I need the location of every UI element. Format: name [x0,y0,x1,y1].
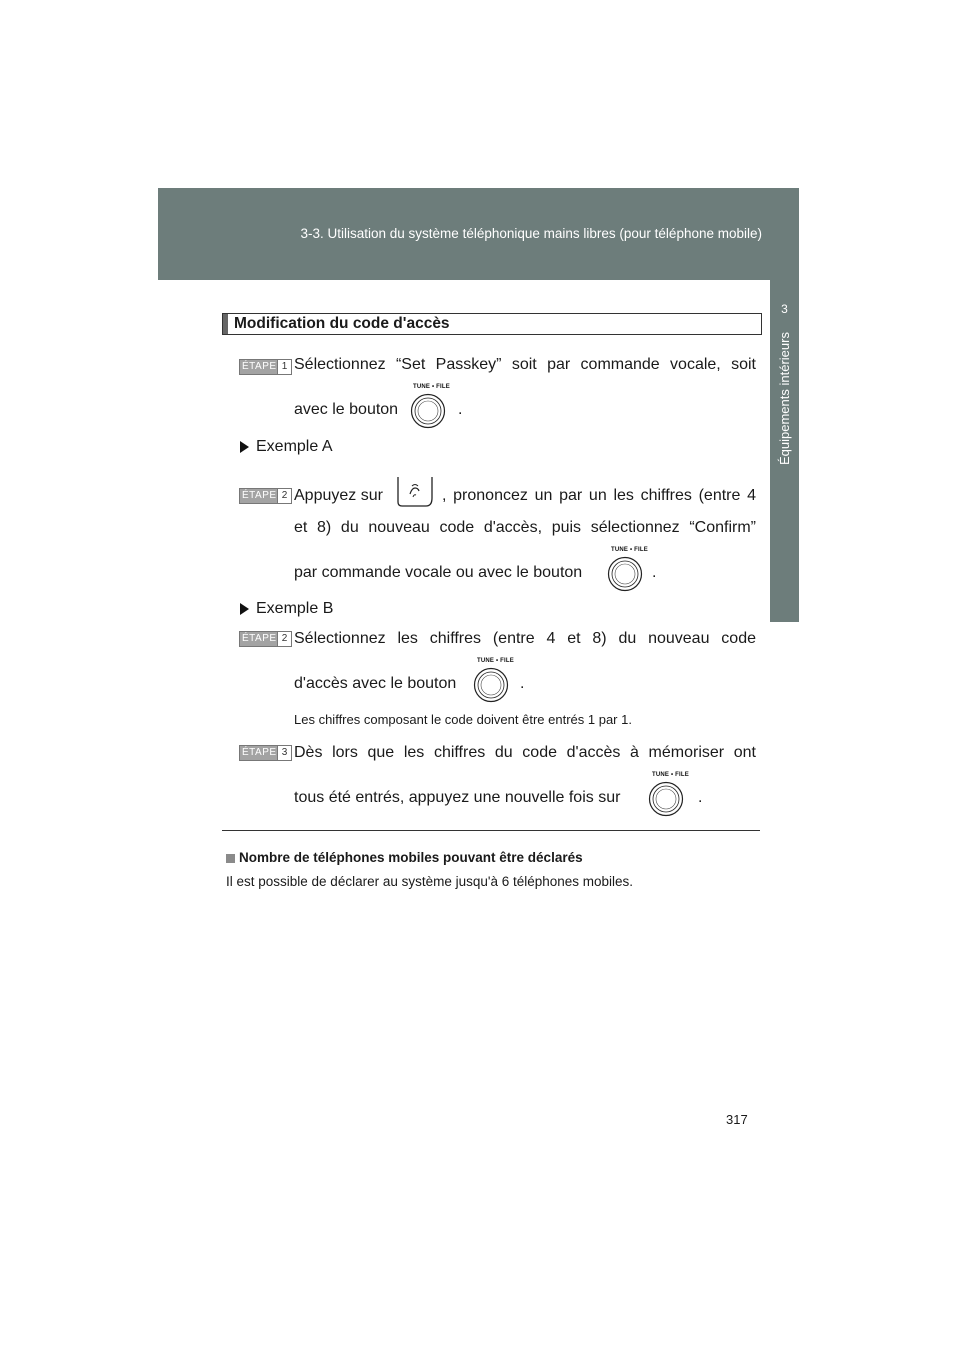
step3-line1: Dès lors que les chiffres du code d'accès à mémoriser ont [294,744,756,761]
step2b-line2a: d'accès avec le bouton [294,675,457,692]
exemple-a-label: Exemple A [256,438,333,455]
step2b-line1: Sélectionnez les chiffres (entre 4 et 8) du nouveau code [294,630,756,647]
knob-label: TUNE • FILE [477,658,514,664]
knob-label: TUNE • FILE [652,772,689,778]
chapter-title-vertical: Équipements intérieurs [777,332,792,465]
section-title-box [222,313,762,335]
step1-line1: Sélectionnez “Set Passkey” soit par commande vocale, soit [294,356,756,373]
tune-file-knob-icon [473,667,509,703]
page-number: 317 [726,1112,748,1127]
step2a-line3b: . [652,564,657,581]
tune-file-knob-icon [607,556,643,592]
tune-file-knob-icon [648,781,684,817]
section-title: Modification du code d'accès [234,315,450,332]
step2a-line3a: par commande vocale ou avec le bouton [294,564,583,581]
talk-switch-icon [396,476,434,508]
triangle-right-icon [240,603,249,615]
step2a-line1a: Appuyez sur [294,487,383,504]
step1-line2a: avec le bouton [294,401,399,418]
step1-line2b: . [458,401,463,418]
section-title-accent [223,314,228,334]
knob-label: TUNE • FILE [611,547,648,553]
square-bullet-icon [226,854,235,863]
knob-label: TUNE • FILE [413,384,450,390]
step2b-note: Les chiffres composant le code doivent être entrés 1 par 1. [294,712,632,727]
note-text: Il est possible de déclarer au système jusqu'à 6 téléphones mobiles. [226,874,634,889]
step-badge-2b: ÉTAPE 2 [239,631,292,647]
tune-file-knob-icon [410,393,446,429]
step2a-line1b: , prononcez un par un les chiffres (entre 4 [442,487,756,504]
step2b-line2b: . [520,675,525,692]
step3-line2a: tous été entrés, appuyez une nouvelle fois sur [294,789,621,806]
step-badge-1: ÉTAPE 1 [239,359,292,375]
exemple-b-label: Exemple B [256,600,334,617]
section-divider [222,830,760,831]
step3-line2b: . [698,789,703,806]
note-title: Nombre de téléphones mobiles pouvant être déclarés [239,850,583,865]
triangle-right-icon [240,441,249,453]
step2a-line2: et 8) du nouveau code d'accès, puis sélectionnez “Confirm” [294,519,756,536]
chapter-number: 3 [781,302,788,316]
step-badge-3: ÉTAPE 3 [239,745,292,761]
section-path: 3-3. Utilisation du système téléphonique mains libres (pour téléphone mobile) [300,226,762,241]
step-badge-2a: ÉTAPE 2 [239,488,292,504]
chapter-header-band [158,188,799,280]
